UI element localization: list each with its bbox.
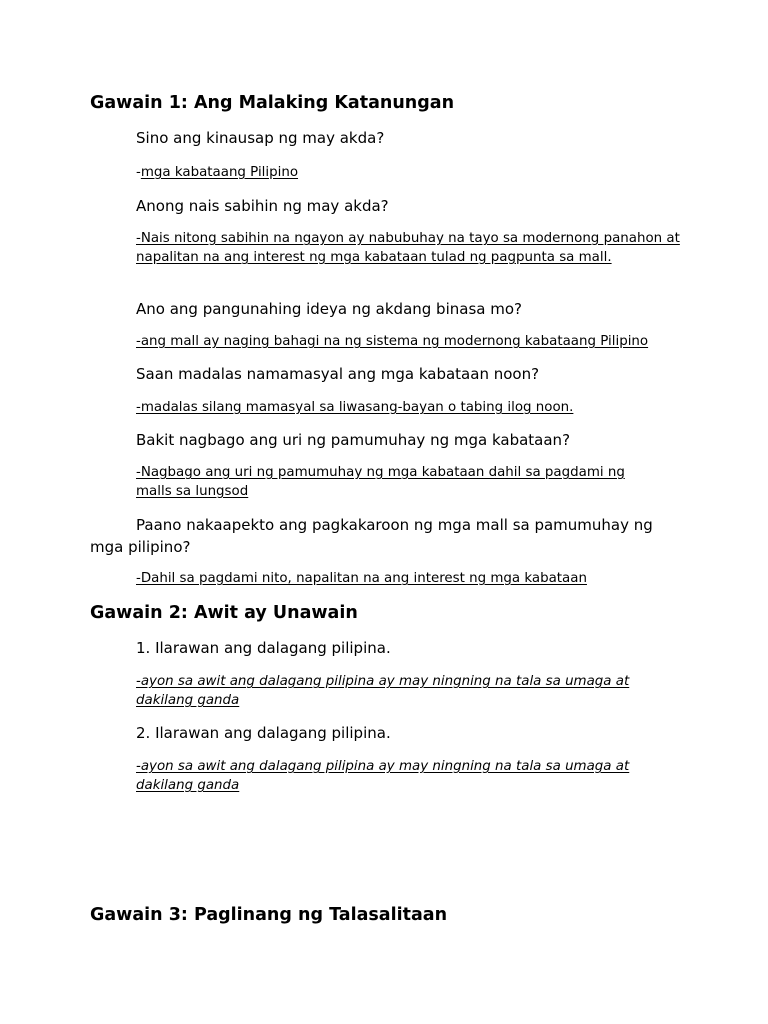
answer-text: mga kabataang Pilipino (140, 165, 299, 180)
gawain1-answer-1 (136, 163, 298, 182)
gawain1-question-3: Ano ang pangunahing ideya ng akdang binasa mo? (136, 300, 522, 318)
gawain1-answer-4: -madalas silang mamasyal sa liwasang-bayan o tabing ilog noon. (136, 400, 574, 415)
gawain2-answer-2: -ayon sa awit ang dalagang pilipina ay may ningning na tala sa umaga at dakilang ganda (136, 759, 630, 793)
gawain2-answer-1: -ayon sa awit ang dalagang pilipina ay may ningning na tala sa umaga at dakilang ganda (136, 674, 630, 708)
gawain2-question-2: 2. Ilarawan ang dalagang pilipina. (136, 724, 391, 742)
gawain2-heading: Gawain 2: Awit ay Unawain (90, 603, 358, 623)
gawain1-question-5: Bakit nagbago ang uri ng pamumuhay ng mga kabataan? (136, 431, 571, 449)
gawain1-heading: Gawain 1: Ang Malaking Katanungan (90, 93, 455, 113)
gawain1-answer-2: -Nais nitong sabihin na ngayon ay nabubuhay na tayo sa modernong panahon at napalitan na ang interest ng mga kabataan tulad ng pagpunta sa mall. (136, 231, 680, 265)
gawain1-answer-3: -ang mall ay naging bahagi na ng sistema ng modernong kabataang Pilipino (136, 334, 649, 349)
gawain1-answer-5: -Nagbago ang uri ng pamumuhay ng mga kabataan dahil sa pagdami ng malls sa lungsod (136, 465, 625, 499)
gawain3-heading: Gawain 3: Paglinang ng Talasalitaan (90, 905, 448, 925)
gawain1-answer-6: -Dahil sa pagdami nito, napalitan na ang interest ng mga kabataan (136, 571, 587, 586)
gawain1-question-1: Sino ang kinausap ng may akda? (136, 129, 385, 147)
gawain2-question-1: 1. Ilarawan ang dalagang pilipina. (136, 639, 391, 657)
gawain1-question-2: Anong nais sabihin ng may akda? (136, 197, 389, 215)
answer-dash: - (136, 165, 141, 180)
gawain1-question-6: Paano nakaapekto ang pagkakaroon ng mga mall sa pamumuhay ng mga pilipino? (90, 516, 653, 556)
gawain1-question-4: Saan madalas namamasyal ang mga kabataan noon? (136, 365, 540, 383)
